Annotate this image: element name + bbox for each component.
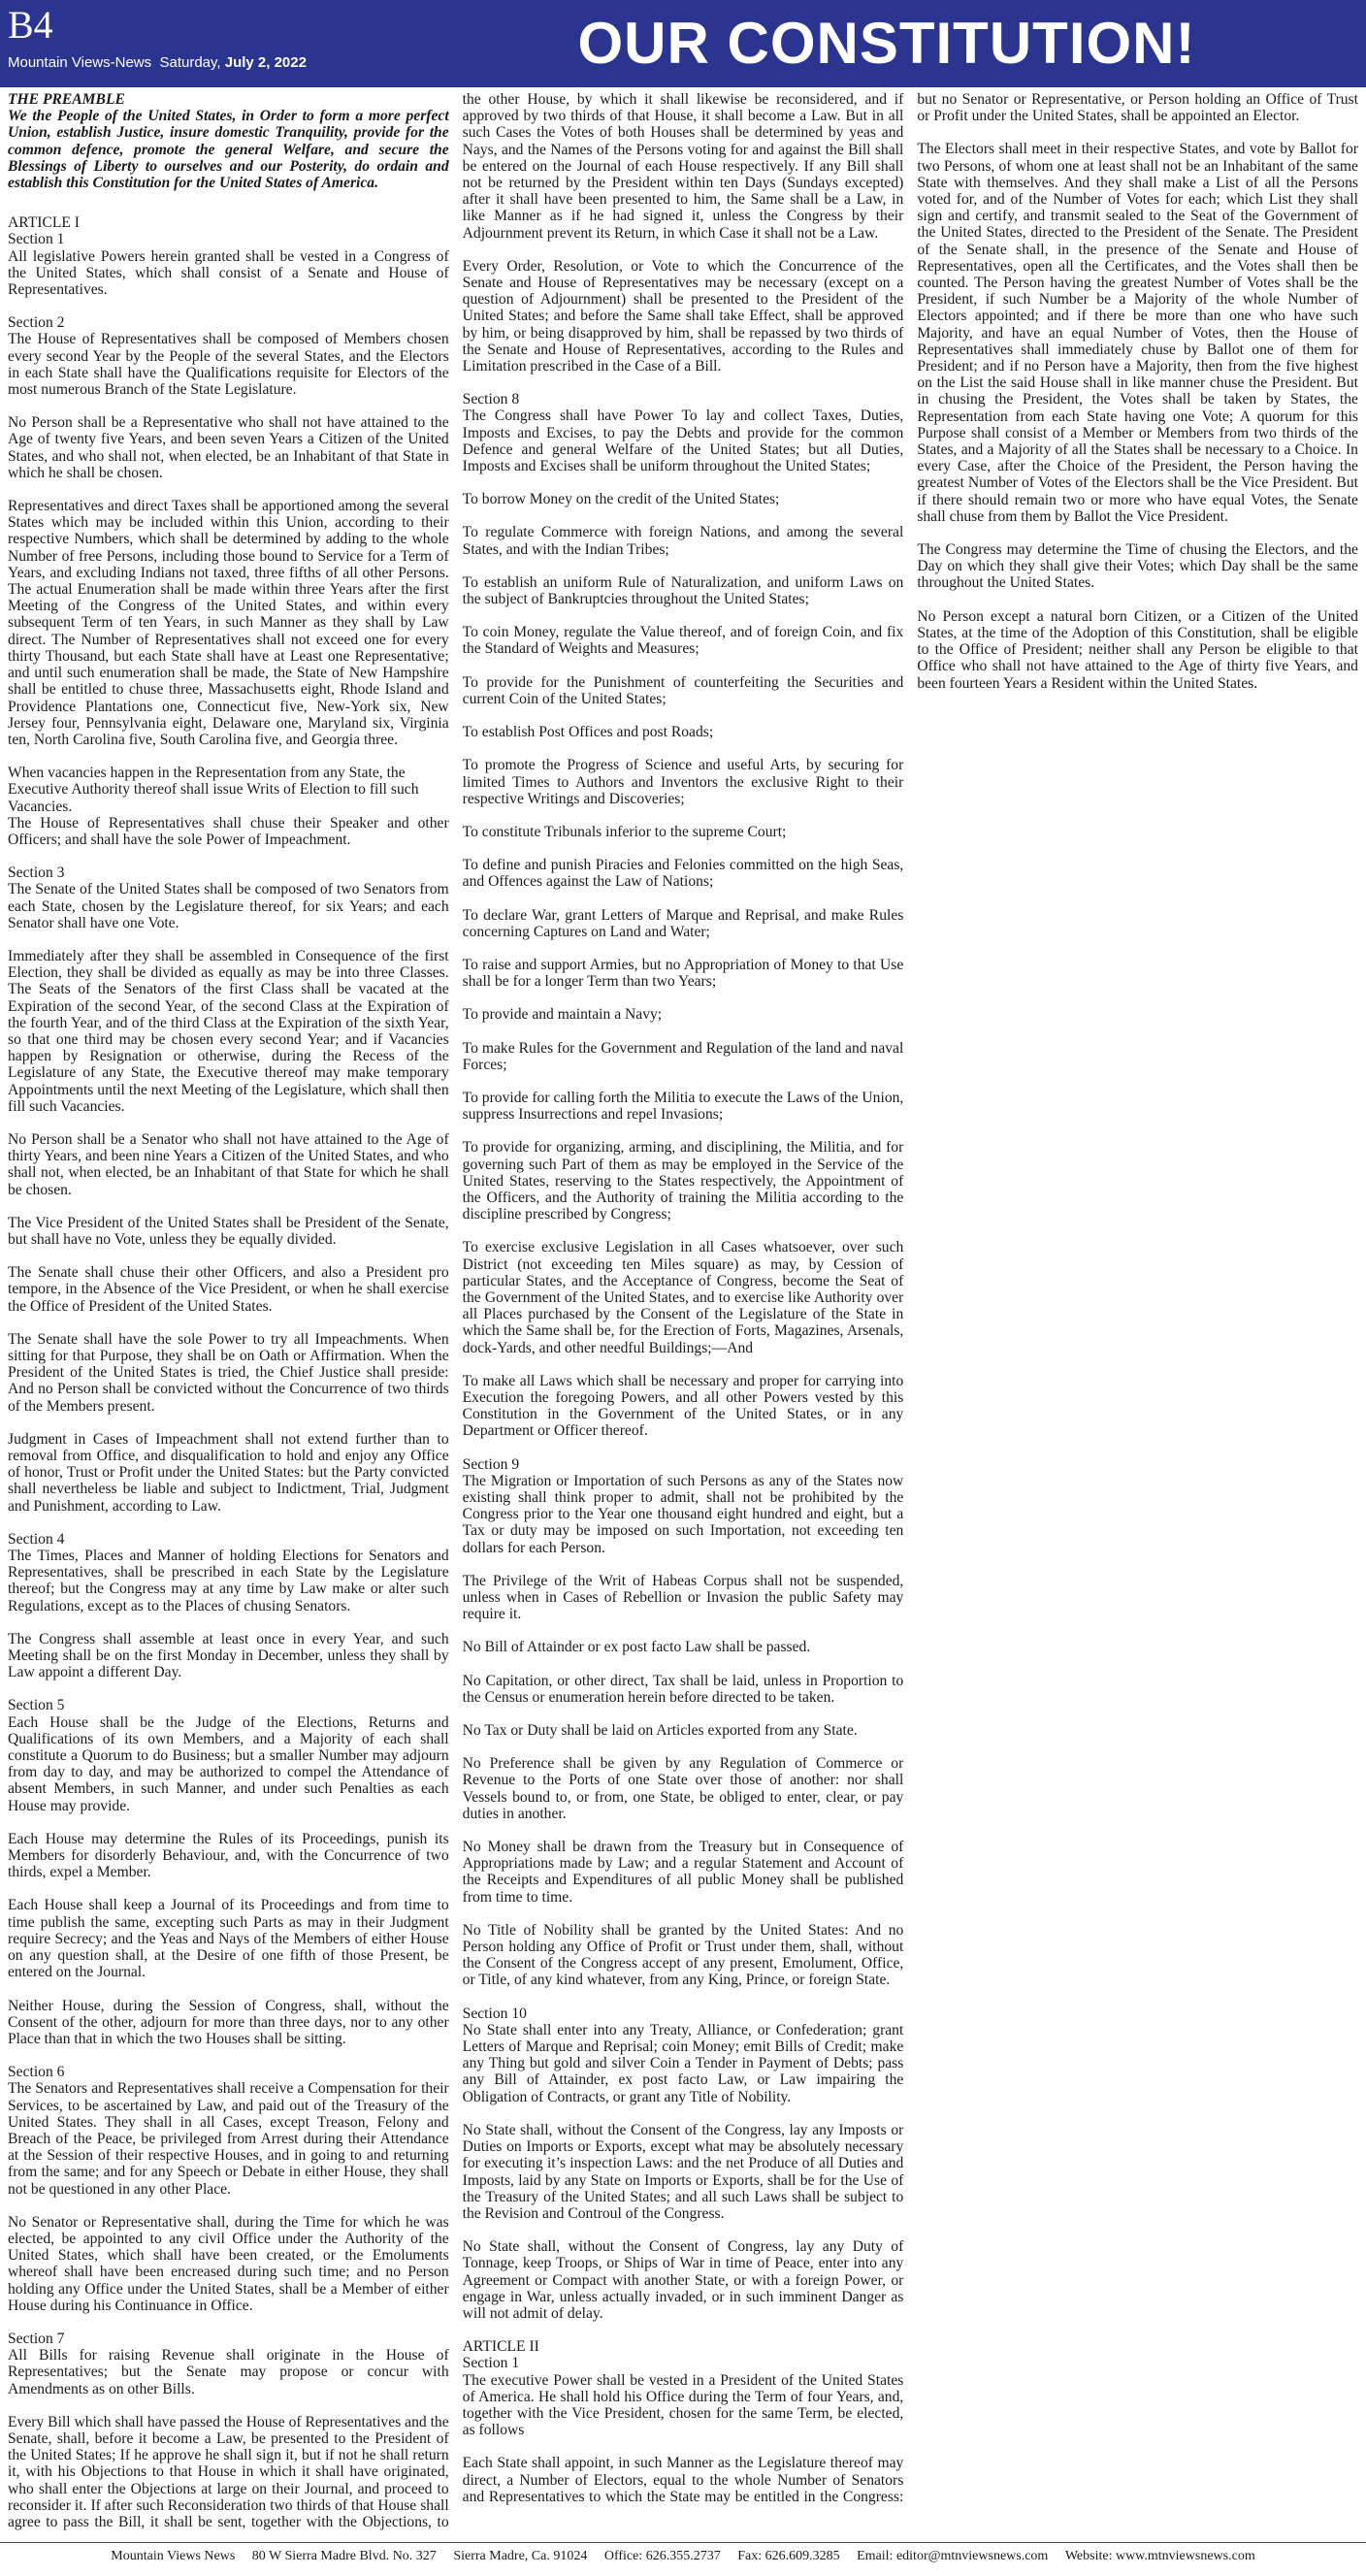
paragraph: No Bill of Attainder or ex post facto Law shall be passed. (462, 1639, 811, 1656)
section-block (8, 864, 449, 931)
paragraph: The Privilege of the Writ of Habeas Corpus shall not be suspended, unless when in Cases of Rebellion or Invasion the public Safety may require it. (462, 1572, 904, 1623)
paragraph: Each House shall keep a Journal of its Proceedings and from time to time publish the same, excepting such Parts as may in their Judgment require Secrecy; and the Yeas and Nays of the Members of either House on any question shall, at the Desire of one fifth of those Present, be entered on the Journal. (8, 1897, 449, 1981)
paragraph: Neither House, during the Session of Congress, shall, without the Consent of the other, adjourn for more than three days, nor to any other Place than that in which the two Houses shall be sitting. (8, 1997, 449, 2047)
paragraph: All Bills for raising Revenue shall originate in the House of Representatives; but the Senate may propose or concur with Amendments as on other Bills. (8, 2347, 449, 2397)
paragraph: Each House shall be the Judge of the Elections, Returns and Qualifications of its own Members, and a Majority of each shall constitute a Quorum to do Business; but a smaller Number may adjourn from day to day, and may be authorized to compel the Attendance of absent Members, in such Manner, and under such Penalties as each House may provide. (8, 1713, 449, 1814)
paragraph: No State shall, without the Consent of the Congress, lay any Imposts or Duties on Imports or Exports, except what may be absolutely necessary for executing it’s inspection Laws: and the net Produce of all Duties and Imposts, laid by any State on Imports or Exports, shall be for the Use of the Treasury of the United States; and all such Laws shall be subject to the Revision and Controul of the Congress. (462, 2121, 904, 2222)
paragraph: The House of Representatives shall chuse their Speaker and other Officers; and shall have the sole Power of Impeachment. (8, 814, 449, 848)
preamble-text: We the People of the United States, in Order to form a more perfect Union, establish Justice, insure domestic Tranquility, provide for the common defence, promote the general Welfare, and secure the Blessings of Liberty to ourselves and our Posterity, do ordain and establish this Constitution for the United States of America. (8, 108, 449, 192)
preamble (8, 91, 449, 191)
issue-day: Saturday, (159, 54, 221, 71)
paragraph: To regulate Commerce with foreign Nations, and among the several States, and with the Indian Tribes; (462, 524, 904, 558)
paragraph: Judgment in Cases of Impeachment shall not extend further than to removal from Office, and disqualification to hold and enjoy any Office of honor, Trust or Profit under the United States: but the Party convicted shall nevertheless be liable and subject to Indictment, Trial, Judgment and Punishment, according to Law. (8, 1430, 449, 1515)
section-block (8, 214, 449, 298)
paragraph: Immediately after they shall be assembled in Consequence of the first Election, they shall be divided as equally as may be into three Classes. The Seats of the Senators of the first Class shall be vacated at the Expiration of the second Year, of the second Class at the Expiration of the fourth Year, and of the third Class at the Expiration of the sixth Year, so that one third may be chosen every second Year; and if Vacancies happen by Resignation or otherwise, during the Recess of the Legislature of any State, the Executive thereof may make temporary Appointments until the next Meeting of the Legislature, which shall then fill such Vacancies. (8, 947, 449, 1115)
section-heading: Section 6 (8, 2064, 65, 2081)
section-block (8, 1697, 449, 1813)
article-heading: ARTICLE II (462, 2338, 539, 2356)
section-heading: Section 7 (8, 2330, 65, 2347)
paragraph: The Congress may determine the Time of chusing the Electors, and the Day on which they shall give their Votes; which Day shall be the same throughout the United States. (917, 541, 1358, 592)
section-heading: Section 10 (462, 2005, 527, 2022)
masthead (0, 0, 1366, 87)
paragraph: To exercise exclusive Legislation in all Cases whatsoever, over such District (not exceeding ten Miles square) as may, by Cession of particular States, and the Acceptance of Congress, become the Seat of the Government of the United States, and to exercise like Authority over all Places purchased by the Consent of the Legislature of the State in which the Same shall be, for the Erection of Forts, Magazines, Arsenals, dock-Yards, and other needful Buildings;—And (462, 1239, 904, 1356)
paragraph: To provide for the Punishment of counterfeiting the Securities and current Coin of the United States; (462, 673, 904, 707)
paragraph: Every Bill which shall have passed the House of Representatives and the Senate, shall, before it become a Law, be presented to the President of the United States; If he approve he shall sign it, but if not he shall return it, with his Objections to that House in which it shall have originated, who shall enter the Objections at large on their Journal, and proceed to reconsider it. If after such Reconsideration two thirds of that House shall agree to pass the Bill, it shall be sent, together with the Objections, to the other House, by which it shall likewise be reconsidered, and if approved by two thirds of that House, it shall become a Law. But in all such Cases the Votes of both Houses shall be determined by yeas and Nays, and the Names of the Persons voting for and against the Bill shall be entered on the Journal of each House respectively. If any Bill shall not be returned by the President within ten Days (Sundays excepted) after it shall have been presented to him, the Same shall be a Law, in like Manner as if he had signed it, unless the Congress by their Adjournment prevent its Return, in which Case it shall not be a Law. (8, 91, 904, 2530)
section-block (8, 2331, 449, 2397)
paragraph: The Senate shall chuse their other Officers, and also a President pro tempore, in the Absence of the Vice President, or when he shall exercise the Office of President of the United States. (8, 1264, 449, 1315)
page-number: B4 (8, 3, 53, 47)
article-heading: ARTICLE I (8, 214, 80, 232)
issue-date: July 2, 2022 (224, 54, 307, 71)
paragraph: The Senate shall have the sole Power to try all Impeachments. When sitting for that Purpose, they shall be on Oath or Affirmation. When the President of the United States is tried, the Chief Justice shall preside: And no Person shall be convicted without the Concurrence of two thirds of the Members present. (8, 1330, 449, 1415)
footer-paper: Mountain Views News (111, 2549, 236, 2563)
section-heading: Section 9 (462, 1455, 520, 1473)
paragraph: The Vice President of the United States shall be President of the Senate, but shall have no Vote, unless they be equally divided. (8, 1214, 449, 1248)
section-heading: Section 4 (8, 1530, 65, 1548)
paragraph: The Electors shall meet in their respective States, and vote by Ballot for two Persons, of whom one at least shall not be an Inhabitant of the same State with themselves. And they shall make a List of all the Persons voted for, and of the Number of Votes for each; which List they shall sign and certify, and transmit sealed to the Seat of the Government of the United States, directed to the President of the Senate. The President of the Senate shall, in the presence of the Senate and House of Representatives, open all the Certificates, and the Votes shall then be counted. The Person having the greatest Number of Votes shall be the President, if such Number be a Majority of the whole Number of Electors appointed; and if there be more than one who have such Majority, and have an equal Number of Votes, then the House of Representatives shall immediately chuse by Ballot one of them for President; and if no Person have a Majority, then from the five highest on the List the said House shall in like manner chuse the President. But in chusing the President, the Votes shall be taken by States, the Representation from each State having one Vote; A quorum for this Purpose shall consist of a Member or Members from two thirds of the States, and a Majority of all the States shall be necessary to a Choice. In every Case, after the Choice of the President, the Person having the greatest Number of Votes of the Electors shall be the Vice President. But if there should remain two or more who have equal Votes, the Senate shall chuse from them by Ballot the Vice President. (917, 141, 1358, 525)
footer-website: Website: www.mtnviewsnews.com (1064, 2549, 1255, 2563)
section-block (463, 2338, 904, 2438)
page-title: OUR CONSTITUTION! (577, 11, 1196, 76)
footer-fax: Fax: 626.609.3285 (737, 2549, 840, 2563)
paragraph: To declare War, grant Letters of Marque and Reprisal, and make Rules concerning Captures on Land and Water; (462, 906, 904, 940)
paragraph: No Tax or Duty shall be laid on Articles exported from any State. (462, 1722, 858, 1740)
section-block (8, 2064, 449, 2198)
paragraph: No Person except a natural born Citizen, or a Citizen of the United States, at the time of the Adoption of this Constitution, shall be eligible to the Office of President; neither shall any Person be eligible to that Office who shall not have attained to the Age of thirty five Years, and been fourteen Years a Resident within the United States. (917, 607, 1358, 692)
paragraph: No Person shall be a Representative who shall not have attained to the Age of twenty five Years, and been seven Years a Citizen of the United States, and who shall not, when elected, be an Inhabitant of that State in which he shall be chosen. (8, 414, 449, 481)
paragraph: When vacancies happen in the Representation from any State, the Executive Authority thereof shall issue Writs of Election to fill such Vacancies. (8, 765, 419, 815)
footer-office: Office: 626.355.2737 (603, 2549, 721, 2563)
paragraph: To make all Laws which shall be necessary and proper for carrying into Execution the foregoing Powers, and all other Powers vested by this Constitution in the Government of the United States, or in any Department or Officer thereof. (462, 1372, 904, 1440)
section-heading: Section 1 (8, 231, 65, 248)
paragraph: No Title of Nobility shall be granted by the United States: And no Person holding any Office of Profit or Trust under them, shall, without the Consent of the Congress accept of any present, Emolument, Office, or Title, of any kind whatever, from any King, Prince, or foreign State. (462, 1921, 904, 1989)
paragraph: Each State shall appoint, in such Manner as the Legislature thereof may direct, a Number of Electors, equal to the whole Number of Senators and Representatives to which the State may be entitled in the Congress: but no Senator or Representative, or Person holding an Office of Trust or Profit under the United States, shall be appointed an Elector. (462, 91, 1358, 2505)
paragraph: To establish an uniform Rule of Naturalization, and uniform Laws on the subject of Bankruptcies throughout the United States; (462, 573, 904, 608)
paragraph: The Congress shall have Power To lay and collect Taxes, Duties, Imposts and Excises, to pay the Debts and provide for the common Defence and general Welfare of the United States; but all Duties, Imposts and Excises shall be uniform throughout the United States; (462, 408, 904, 475)
section-block (8, 314, 449, 398)
paragraph: To coin Money, regulate the Value thereof, and of foreign Coin, and fix the Standard of Weights and Measures; (462, 624, 904, 658)
paragraph: The Times, Places and Manner of holding Elections for Senators and Representatives, shall be prescribed in each State by the Legislature thereof; but the Congress may at any time by Law make or alter such Regulations, except as to the Places of chusing Senators. (8, 1548, 449, 1614)
section-heading: Section 1 (462, 2355, 520, 2372)
section-block (8, 1531, 449, 1614)
paragraph: Each House may determine the Rules of its Proceedings, punish its Members for disorderly Behaviour, and, with the Concurrence of two thirds, expel a Member. (8, 1830, 449, 1881)
paragraph: Every Order, Resolution, or Vote to which the Concurrence of the Senate and House of Representatives may be necessary (except on a question of Adjournment) shall be presented to the President of the United States; and before the Same shall take Effect, shall be approved by him, or being disapproved by him, shall be repassed by two thirds of the Senate and House of Representatives, according to the Rules and Limitation prescribed in the Case of a Bill. (462, 257, 904, 375)
paragraph: The Migration or Importation of such Persons as any of the States now existing shall think proper to admit, shall not be prohibited by the Congress prior to the Year one thousand eight hundred and eight, but a Tax or duty may be imposed on such Importation, not exceeding ten dollars for each Person. (462, 1472, 904, 1556)
section-heading: Section 2 (8, 314, 65, 332)
section-block (463, 391, 904, 474)
section-heading: Section 3 (8, 864, 65, 882)
paper-name: Mountain Views-News (8, 54, 152, 71)
paragraph: To raise and support Armies, but no Appropriation of Money to that Use shall be for a longer Term than two Years; (462, 956, 904, 991)
issue-line (8, 54, 307, 72)
section-block (8, 765, 449, 848)
paragraph: Representatives and direct Taxes shall be apportioned among the several States which may be included within this Union, according to their respective Numbers, which shall be determined by adding to the whole Number of free Persons, including those bound to Service for a Term of Years, and excluding Indians not taxed, three fifths of all other Persons. The actual Enumeration shall be made within three Years after the first Meeting of the Congress of the United States, and within every subsequent Term of ten Years, in such Manner as they shall by Law direct. The Number of Representatives shall not exceed one for every thirty Thousand, but each State shall have at Least one Representative; and until such enumeration shall be made, the State of New Hampshire shall be entitled to chuse three, Massachusetts eight, Rhode Island and Providence Plantations one, Connecticut five, New-York six, New Jersey four, Pennsylvania eight, Delaware one, Maryland six, Virginia ten, North Carolina five, South Carolina five, and Georgia three. (8, 498, 449, 748)
paragraph: To borrow Money on the credit of the United States; (462, 491, 780, 508)
paragraph: The executive Power shall be vested in a President of the United States of America. He shall hold his Office during the Term of four Years, and, together with the Vice President, chosen for the same Term, be elected, as follows (462, 2371, 904, 2439)
section-block (463, 2005, 904, 2105)
preamble-heading: THE PREAMBLE (8, 91, 125, 108)
paragraph: The House of Representatives shall be composed of Members chosen every second Year by the People of the several States, and the Electors in each State shall have the Qualifications requisite for Electors of the most numerous Branch of the State Legislature. (8, 331, 449, 399)
footer-address: 80 W Sierra Madre Blvd. No. 327 (251, 2549, 437, 2563)
page-footer (0, 2542, 1366, 2572)
paragraph: No Senator or Representative shall, during the Time for which he was elected, be appointed to any civil Office under the Authority of the United States, which shall have been created, or the Emoluments whereof shall have been encreased during such time; and no Person holding any Office under the United States, shall be a Member of either House during his Continuance in Office. (8, 2213, 449, 2314)
paragraph: To promote the Progress of Science and useful Arts, by securing for limited Times to Authors and Inventors the exclusive Right to their respective Writings and Discoveries; (462, 757, 904, 807)
footer-email: Email: editor@mtnviewsnews.com (857, 2549, 1049, 2563)
paragraph: To establish Post Offices and post Roads; (462, 724, 714, 741)
paragraph: No Preference shall be given by any Regulation of Commerce or Revenue to the Ports of one State over those of another: nor shall Vessels bound to, or from, one State, be obliged to enter, clear, or pay duties in another. (462, 1755, 904, 1822)
paragraph: No State shall enter into any Treaty, Alliance, or Confederation; grant Letters of Marque and Reprisal; coin Money; emit Bills of Credit; make any Thing but gold and silver Coin a Tender in Payment of Debts; pass any Bill of Attainder, ex post facto Law, or Law impairing the Obligation of Contracts, or grant any Title of Nobility. (462, 2021, 904, 2105)
paragraph: No Money shall be drawn from the Treasury but in Consequence of Appropriations made by Law; and a regular Statement and Account of the Receipts and Expenditures of all public Money shall be published from time to time. (462, 1839, 904, 1906)
paragraph: No Person shall be a Senator who shall not have attained to the Age of thirty Years, and been nine Years a Citizen of the United States, and who shall not, when elected, be an Inhabitant of that State for which he shall be chosen. (8, 1130, 449, 1198)
constitution-text (8, 91, 1358, 2538)
paragraph: To provide and maintain a Navy; (462, 1006, 663, 1024)
paragraph: No Capitation, or other direct, Tax shall be laid, unless in Proportion to the Census or enumeration herein before directed to be taken. (462, 1672, 904, 1706)
paragraph: To constitute Tribunals inferior to the supreme Court; (462, 823, 787, 840)
paragraph: To provide for organizing, arming, and disciplining, the Militia, and for governing such Part of them as may be employed in the Service of the United States, reserving to the States respectively, the Appointment of the Officers, and the Authority of training the Militia according to the discipline prescribed by Congress; (462, 1139, 904, 1223)
paragraph: The Senators and Representatives shall receive a Compensation for their Services, to be ascertained by Law, and paid out of the Treasury of the United States. They shall in all Cases, except Treason, Felony and Breach of the Peace, be privileged from Arrest during their Attendance at the Session of their respective Houses, and in going to and returning from the same; and for any Speech or Debate in either House, they shall not be questioned in any other Place. (8, 2080, 449, 2198)
paragraph: No State shall, without the Consent of Congress, lay any Duty of Tonnage, keep Troops, or Ships of War in time of Peace, enter into any Agreement or Compact with another State, or with a foreign Power, or engage in War, unless actually invaded, or in such imminent Danger as will not admit of delay. (462, 2238, 904, 2322)
paragraph: To provide for calling forth the Militia to execute the Laws of the Union, suppress Insurrections and repel Invasions; (462, 1089, 904, 1124)
paragraph: All legislative Powers herein granted shall be vested in a Congress of the United States, which shall consist of a Senate and House of Representatives. (8, 247, 449, 299)
section-block (463, 1456, 904, 1556)
paragraph: The Senate of the United States shall be composed of two Senators from each State, chosen by the Legislature thereof, for six Years; and each Senator shall have one Vote. (8, 881, 449, 931)
paragraph: To define and punish Piracies and Felonies committed on the high Seas, and Offences against the Law of Nations; (462, 857, 904, 891)
section-heading: Section 8 (462, 391, 520, 408)
footer-city: Sierra Madre, Ca. 91024 (453, 2549, 588, 2563)
paragraph: To make Rules for the Government and Regulation of the land and naval Forces; (462, 1039, 904, 1073)
section-heading: Section 5 (8, 1697, 65, 1714)
paragraph: The Congress shall assemble at least once in every Year, and such Meeting shall be on the first Monday in December, unless they shall by Law appoint a different Day. (8, 1630, 449, 1681)
